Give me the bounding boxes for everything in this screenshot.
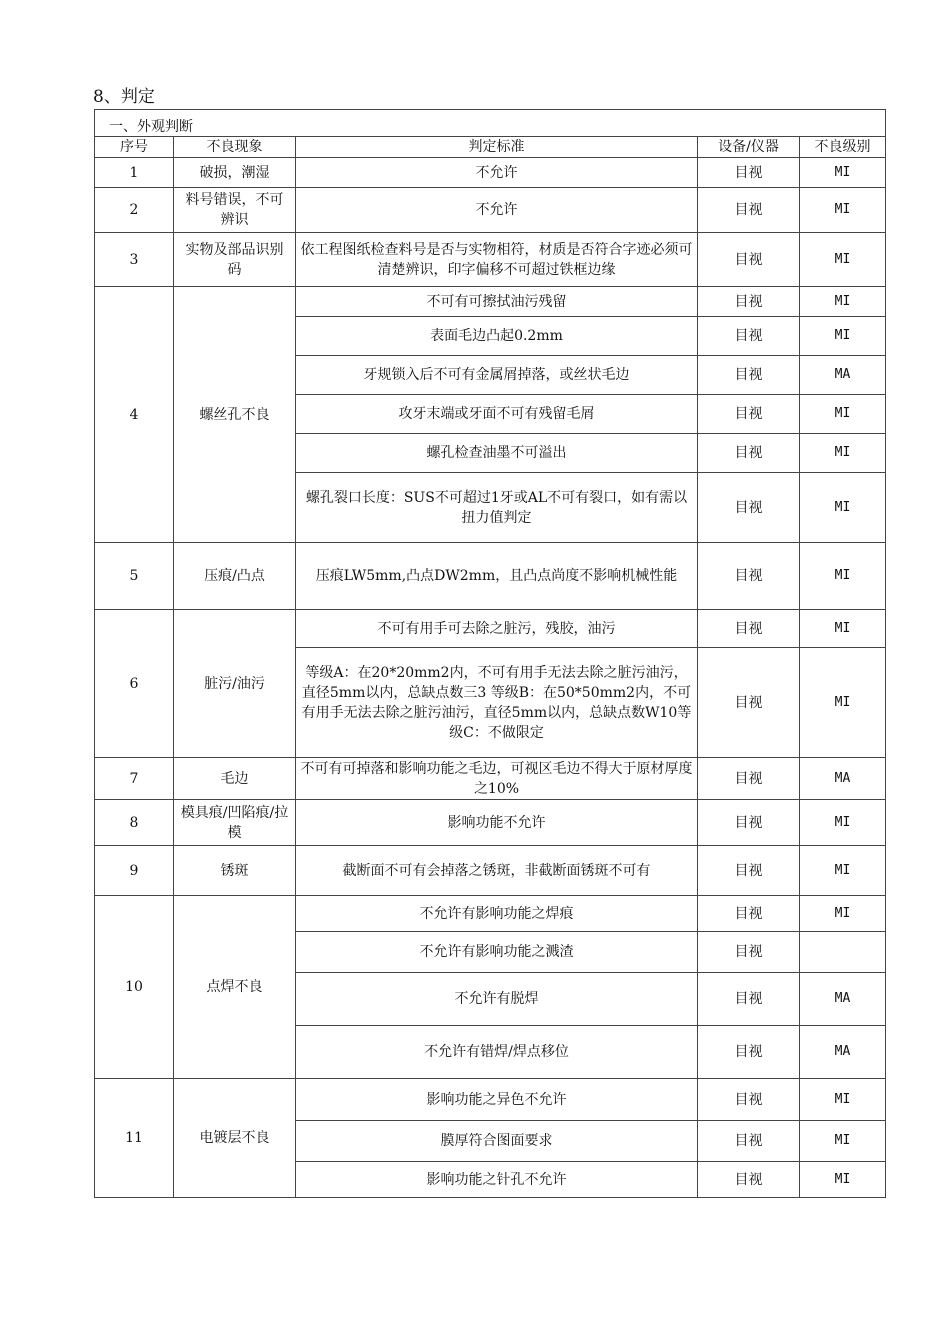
defect-name: 压痕/凸点 xyxy=(174,543,296,610)
judgement-standard: 不允许有影响功能之焊痕 xyxy=(296,896,698,932)
section-heading: 8、判定 xyxy=(93,87,155,107)
judgement-standard: 不允许有脱焊 xyxy=(296,973,698,1026)
table-row xyxy=(95,188,886,233)
defect-level: MI xyxy=(800,287,886,317)
defect-name: 模具痕/凹陷痕/拉模 xyxy=(174,800,296,846)
inspection-tool: 目视 xyxy=(698,434,800,473)
row-number: 8 xyxy=(95,800,174,846)
inspection-tool: 目视 xyxy=(698,395,800,434)
defect-level: MI xyxy=(800,1079,886,1121)
defect-name: 破损，潮湿 xyxy=(174,158,296,188)
judgement-standard: 不允许 xyxy=(296,188,698,233)
defect-level: MI xyxy=(800,473,886,543)
defect-level: MI xyxy=(800,610,886,648)
defect-name: 锈斑 xyxy=(174,846,296,896)
col-header-level: 不良级别 xyxy=(800,137,886,158)
inspection-tool: 目视 xyxy=(698,932,800,973)
judgement-standard: 截断面不可有会掉落之锈斑，非截断面锈斑不可有 xyxy=(296,846,698,896)
inspection-tool: 目视 xyxy=(698,800,800,846)
defect-name: 螺丝孔不良 xyxy=(174,287,296,543)
table-row xyxy=(95,233,886,287)
defect-level: MI xyxy=(800,800,886,846)
defect-level: MI xyxy=(800,1162,886,1198)
col-header-tool: 设备/仪器 xyxy=(698,137,800,158)
inspection-tool: 目视 xyxy=(698,758,800,800)
judgement-standard: 不可有可掉落和影响功能之毛边，可视区毛边不得大于原材厚度之10% xyxy=(296,758,698,800)
judgement-standard: 影响功能不允许 xyxy=(296,800,698,846)
col-header-no: 序号 xyxy=(95,137,174,158)
defect-level: MI xyxy=(800,233,886,287)
defect-level: MA xyxy=(800,758,886,800)
subsection-title: 一、外观判断 xyxy=(95,110,886,137)
inspection-table xyxy=(94,109,886,1198)
defect-level: MI xyxy=(800,1121,886,1162)
inspection-tool: 目视 xyxy=(698,973,800,1026)
defect-level: MA xyxy=(800,1026,886,1079)
judgement-standard: 不允许有错焊/焊点移位 xyxy=(296,1026,698,1079)
judgement-standard: 攻牙末端或牙面不可有残留毛屑 xyxy=(296,395,698,434)
table-row xyxy=(95,800,886,846)
row-number: 7 xyxy=(95,758,174,800)
judgement-standard: 表面毛边凸起0.2mm xyxy=(296,317,698,356)
col-header-standard: 判定标准 xyxy=(296,137,698,158)
table-row xyxy=(95,1079,886,1121)
inspection-tool: 目视 xyxy=(698,473,800,543)
inspection-tool: 目视 xyxy=(698,1079,800,1121)
inspection-tool: 目视 xyxy=(698,158,800,188)
defect-name: 毛边 xyxy=(174,758,296,800)
col-header-defect: 不良现象 xyxy=(174,137,296,158)
judgement-standard: 不可有用手可去除之脏污，残胶，油污 xyxy=(296,610,698,648)
row-number: 5 xyxy=(95,543,174,610)
defect-name: 料号错误，不可辨识 xyxy=(174,188,296,233)
inspection-tool: 目视 xyxy=(698,233,800,287)
inspection-tool: 目视 xyxy=(698,1121,800,1162)
defect-name: 电镀层不良 xyxy=(174,1079,296,1198)
defect-level: MI xyxy=(800,434,886,473)
table-row xyxy=(95,158,886,188)
row-number: 11 xyxy=(95,1079,174,1198)
defect-level: MA xyxy=(800,973,886,1026)
inspection-tool: 目视 xyxy=(698,648,800,758)
judgement-standard: 压痕LW5mm,凸点DW2mm，且凸点尚度不影响机械性能 xyxy=(296,543,698,610)
inspection-tool: 目视 xyxy=(698,610,800,648)
table-row xyxy=(95,610,886,648)
row-number: 1 xyxy=(95,158,174,188)
row-number: 10 xyxy=(95,896,174,1079)
judgement-standard: 螺孔裂口长度：SUS不可超过1牙或AL不可有裂口，如有需以扭力值判定 xyxy=(296,473,698,543)
judgement-standard: 等级A：在20*20mm2内，不可有用手无法去除之脏污油污，直径5mm以内，总缺点数三3 等级B：在50*50mm2内，不可有用手无法去除之脏污油污，直径5mm以内，总缺点数W10等级C：不做限定 xyxy=(296,648,698,758)
judgement-standard: 牙规锁入后不可有金属屑掉落，或丝状毛边 xyxy=(296,356,698,395)
defect-level: MI xyxy=(800,188,886,233)
judgement-standard: 不允许有影响功能之溅渣 xyxy=(296,932,698,973)
inspection-tool: 目视 xyxy=(698,1026,800,1079)
defect-name: 点焊不良 xyxy=(174,896,296,1079)
table-row xyxy=(95,287,886,317)
defect-name: 实物及部品识别码 xyxy=(174,233,296,287)
defect-level xyxy=(800,932,886,973)
table-row xyxy=(95,543,886,610)
judgement-standard: 影响功能之针孔不允许 xyxy=(296,1162,698,1198)
table-row xyxy=(95,846,886,896)
table-row xyxy=(95,758,886,800)
defect-level: MI xyxy=(800,648,886,758)
judgement-standard: 不可有可擦拭油污残留 xyxy=(296,287,698,317)
inspection-tool: 目视 xyxy=(698,846,800,896)
inspection-tool: 目视 xyxy=(698,356,800,395)
inspection-tool: 目视 xyxy=(698,1162,800,1198)
row-number: 2 xyxy=(95,188,174,233)
row-number: 9 xyxy=(95,846,174,896)
row-number: 4 xyxy=(95,287,174,543)
inspection-tool: 目视 xyxy=(698,287,800,317)
defect-level: MI xyxy=(800,158,886,188)
defect-level: MI xyxy=(800,846,886,896)
inspection-tool: 目视 xyxy=(698,896,800,932)
judgement-standard: 螺孔检查油墨不可溢出 xyxy=(296,434,698,473)
defect-name: 脏污/油污 xyxy=(174,610,296,758)
judgement-standard: 影响功能之异色不允许 xyxy=(296,1079,698,1121)
defect-level: MI xyxy=(800,395,886,434)
row-number: 6 xyxy=(95,610,174,758)
inspection-tool: 目视 xyxy=(698,317,800,356)
defect-level: MI xyxy=(800,896,886,932)
judgement-standard: 依工程图纸检查料号是否与实物相符，材质是否符合字迹必须可清楚辨识，印字偏移不可超过铁框边缘 xyxy=(296,233,698,287)
defect-level: MA xyxy=(800,356,886,395)
defect-level: MI xyxy=(800,317,886,356)
judgement-standard: 不允许 xyxy=(296,158,698,188)
row-number: 3 xyxy=(95,233,174,287)
inspection-tool: 目视 xyxy=(698,543,800,610)
table-row xyxy=(95,896,886,932)
judgement-standard: 膜厚符合图面要求 xyxy=(296,1121,698,1162)
inspection-tool: 目视 xyxy=(698,188,800,233)
defect-level: MI xyxy=(800,543,886,610)
table-header-row xyxy=(95,137,886,158)
